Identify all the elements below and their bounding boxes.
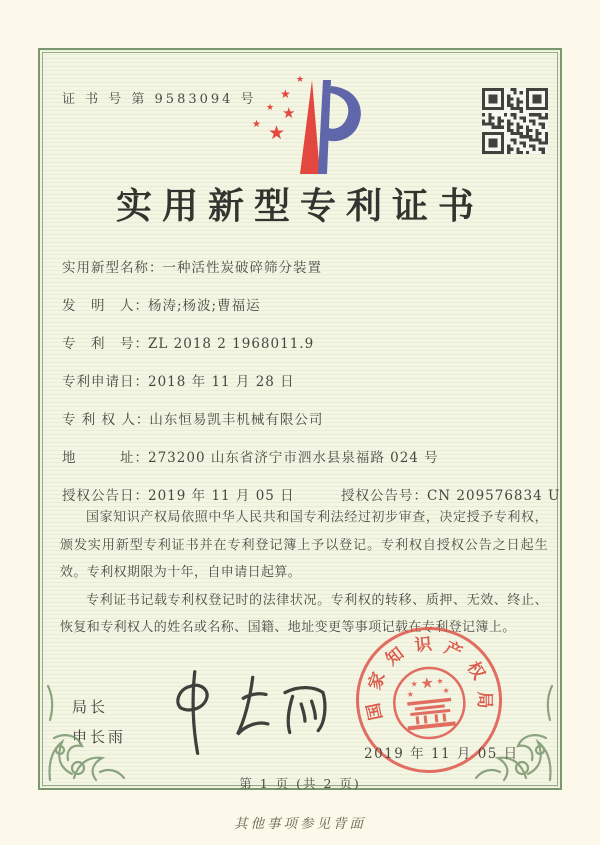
svg-text:★: ★ — [436, 676, 445, 687]
field-filing-date: 专利申请日：2018 年 11 月 28 日 — [62, 374, 295, 390]
qr-code — [482, 88, 548, 154]
cnipa-patent-logo — [242, 76, 362, 180]
certificate-title: 实用新型专利证书 — [115, 185, 484, 227]
seal-char: 国 — [363, 701, 387, 722]
seal-char: 家 — [365, 669, 390, 693]
svg-text:★: ★ — [406, 689, 415, 700]
logo-spire-and-p — [242, 76, 362, 180]
legal-paragraph-2: 专利证书记载专利权登记时的法律状况。专利权的转移、质押、无效、终止、恢复和专利权人的姓名或名称、国籍、地址变更等事项记载在专利登记簿上。 — [60, 592, 548, 635]
seal-char: 权 — [462, 658, 489, 684]
logo-star-icon: ★ — [282, 104, 296, 122]
field-grant-date: 授权公告日：2019 年 11 月 05 日 — [62, 488, 295, 504]
national-emblem-icon — [385, 659, 473, 747]
back-note: 其他事项参见背面 — [234, 816, 366, 832]
logo-star-icon: ★ — [252, 119, 261, 130]
field-grant-number: 授权公告号：CN 209576834 U — [340, 488, 561, 504]
logo-star-icon: ★ — [266, 103, 275, 113]
seal-char: 识 — [413, 634, 433, 657]
seal-date: 2019 年 11 月 05 日 — [364, 746, 519, 762]
certificate-number: 证 书 号 第 9583094 号 — [62, 92, 257, 107]
field-patentee: 专 利 权 人：山东恒易凯丰机械有限公司 — [62, 412, 324, 428]
corner-flourish-icon — [470, 680, 556, 784]
svg-text:★: ★ — [442, 685, 451, 696]
legal-paragraph-1: 国家知识产权局依照中华人民共和国专利法经过初步审查，决定授予专利权，颁发实用新型专利证书并在专利登记簿上予以登记。专利权自授权公告之日起生效。专利权期限为十年，自申请日起算。 — [60, 510, 548, 580]
field-inventors: 发 明 人：杨涛;杨波;曹福运 — [62, 298, 261, 314]
logo-star-icon: ★ — [280, 87, 291, 101]
svg-text:★: ★ — [410, 679, 419, 689]
seal-char: 知 — [382, 643, 408, 670]
logo-star-icon: ★ — [268, 122, 286, 144]
svg-text:★: ★ — [419, 673, 435, 693]
director-signature — [152, 666, 342, 761]
corner-flourish-icon — [44, 680, 130, 784]
director-name: 申长雨 — [72, 728, 127, 746]
field-address: 地 址：273200 山东省济宁市泗水县泉福路 024 号 — [62, 450, 439, 466]
field-utility-model-name: 实用新型名称：一种活性炭破碎筛分装置 — [62, 260, 322, 276]
seal-char: 产 — [441, 637, 466, 664]
logo-star-icon: ★ — [296, 75, 305, 85]
certificate-fields — [62, 256, 561, 522]
field-patent-number: 专 利 号：ZL 2018 2 1968011.9 — [62, 336, 315, 352]
director-title: 局长 — [72, 698, 109, 716]
certificate-frame — [38, 48, 562, 790]
page-indicator: 第 1 页 (共 2 页) — [239, 776, 361, 791]
seal-char: 局 — [474, 691, 494, 709]
